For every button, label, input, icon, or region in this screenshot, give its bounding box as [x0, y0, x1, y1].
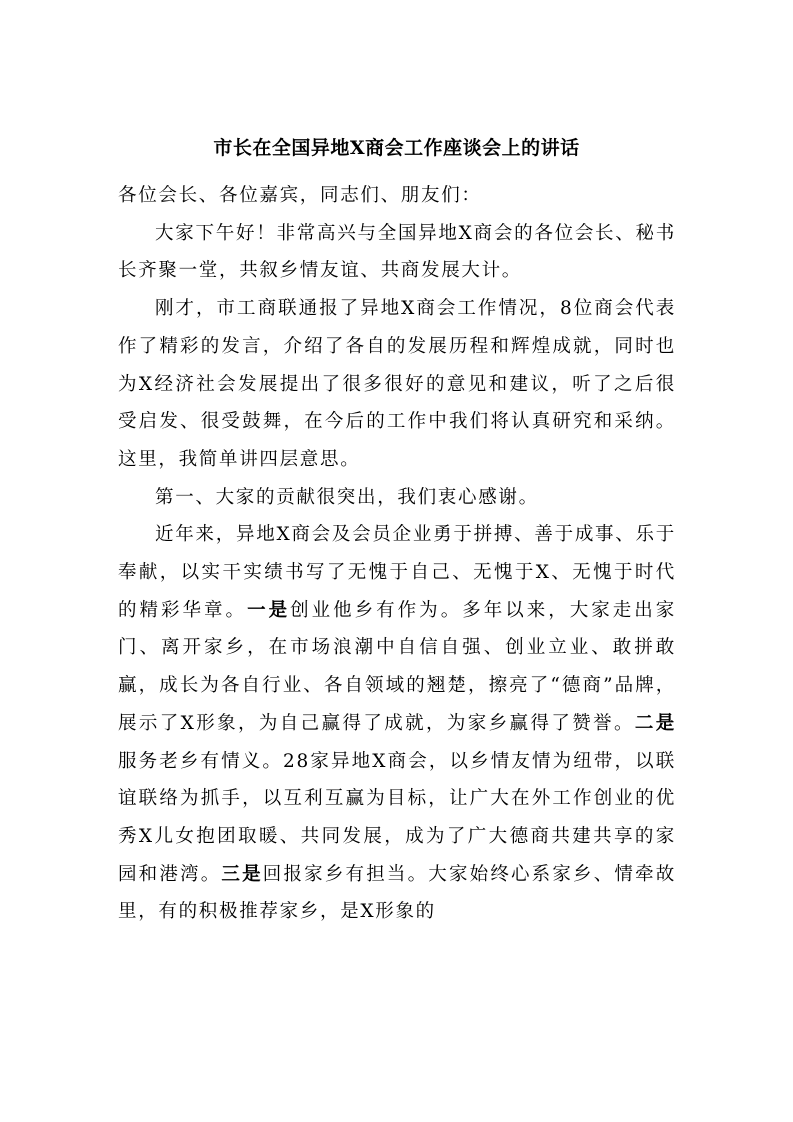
salutation: 各位会长、各位嘉宾，同志们、朋友们： [118, 185, 482, 206]
paragraph-text: 近年来，异地X商会及会员企业勇于拼搏、善于成事、乐于奉献，以实干实绩书写了无愧于自己、无愧于X、无愧于时代的精彩华章。 [118, 524, 676, 621]
paragraph-contributions [118, 516, 676, 931]
page-title: 市长在全国异地X商会工作座谈会上的讲话 [213, 137, 580, 159]
paragraph-text: 服务老乡有情义。28家异地X商会，以乡情友情为纽带，以联谊联络为抓手，以互利互赢为目标，让广大在外工作创业的优秀X儿女抱团取暖、共同发展，成为了广大德商共建共享的家园和港湾。 [118, 750, 676, 885]
document-body [118, 177, 676, 931]
paragraph-text: 创业他乡有作为。多年以来，大家走出家门、离开家乡，在市场浪潮中自信自强、创业立业、敢拼敢赢，成长为各自行业、各自领域的翘楚，擦亮了“德商”品牌，展示了X形象，为自己赢得了成就，为家乡赢得了赞誉。 [118, 599, 677, 734]
paragraph-intro: 刚才，市工商联通报了异地X商会工作情况，8位商会代表作了精彩的发言，介绍了各自的发展历程和辉煌成就，同时也为X经济社会发展提出了很多很好的意见和建议，听了之后很受启发、很受鼓舞，在今后的工作中我们将认真研究和采纳。这里，我简单讲四层意思。 [118, 298, 676, 470]
point-marker-one: 一是 [247, 599, 291, 621]
section-heading-first: 第一、大家的贡献很突出，我们衷心感谢。 [155, 486, 539, 508]
paragraph-greeting: 大家下午好！非常高兴与全国异地X商会的各位会长、秘书长齐聚一堂，共叙乡情友谊、共商发展大计。 [118, 222, 676, 282]
paragraph-text: 回报家乡有担当。大家始终心系家乡、情牵故里，有的积极推荐家乡，是X形象的 [118, 863, 676, 923]
point-marker-three: 三是 [221, 863, 263, 885]
point-marker-two: 二是 [634, 712, 676, 734]
